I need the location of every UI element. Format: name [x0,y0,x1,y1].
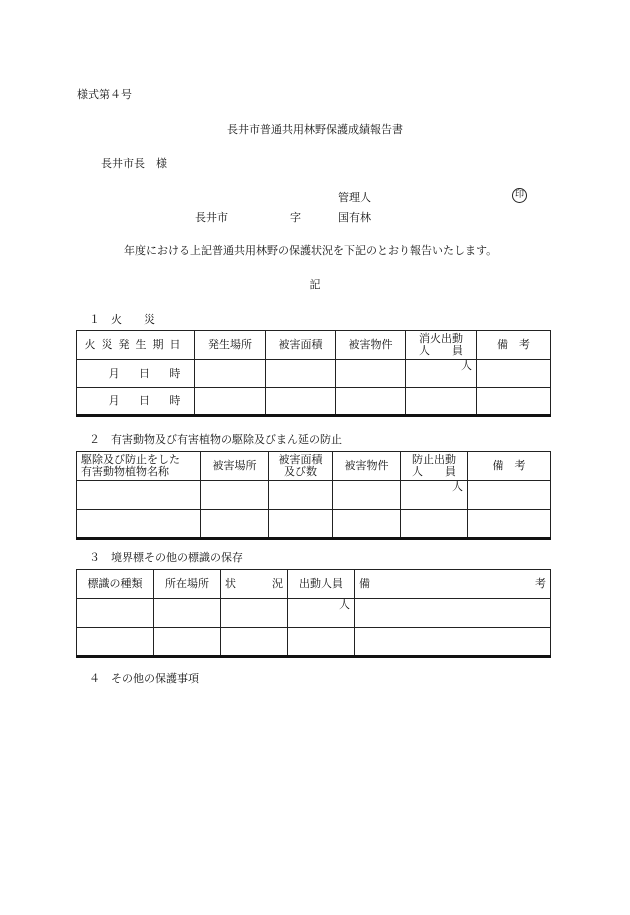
note-cell[interactable] [468,510,551,539]
unit-label: 人 [452,480,463,493]
section3-heading: ３ 境界標その他の標識の保存 [89,551,243,564]
location-forest: 国有林 [338,211,371,224]
staff-cell[interactable] [406,388,477,416]
area-cell[interactable] [269,510,333,539]
location-city: 長井市 [195,211,228,224]
note-cell[interactable] [477,388,551,416]
header-item: 被害物件 [336,331,406,360]
name-cell[interactable] [77,510,201,539]
header-place: 被害場所 [201,452,269,481]
section1-heading: １ 火 災 [89,313,155,326]
staff-cell[interactable] [401,510,468,539]
form-number: 様式第４号 [77,88,132,101]
header-staff: 消火出動 人 員 [406,331,477,360]
header-place: 所在場所 [154,570,221,599]
area-cell[interactable] [266,360,336,388]
staff-cell[interactable] [288,628,355,657]
seal-icon: 印 [512,188,527,203]
area-cell[interactable] [266,388,336,416]
area-cell[interactable] [269,481,333,510]
place-cell[interactable] [201,481,269,510]
status-cell[interactable] [221,628,288,657]
header-status: 状 況 [221,570,288,599]
header-staff: 防止出動 人 員 [401,452,468,481]
marker-table [76,569,551,658]
header-area: 被害面積 [266,331,336,360]
note-cell[interactable] [355,628,551,657]
section4-heading: ４ その他の保護事項 [89,672,199,685]
addressee: 長井市長 様 [101,157,167,170]
header-note: 備 考 [477,331,551,360]
date-cell[interactable]: 月 日 時 [77,360,195,388]
item-cell[interactable] [333,481,401,510]
place-cell[interactable] [154,628,221,657]
place-cell[interactable] [195,360,266,388]
status-cell[interactable] [221,599,288,628]
header-place: 発生場所 [195,331,266,360]
intro-text: 年度における上記普通共用林野の保護状況を下記のとおり報告いたします。 [124,244,498,257]
name-cell[interactable] [77,481,201,510]
item-cell[interactable] [336,388,406,416]
unit-label: 人 [461,359,472,372]
date-cell[interactable]: 月 日 時 [77,388,195,416]
staff-cell[interactable] [406,360,477,388]
seal-mark [512,187,527,203]
place-cell[interactable] [201,510,269,539]
type-cell[interactable] [77,599,154,628]
note-cell[interactable] [477,360,551,388]
document-title: 長井市普通共用林野保護成績報告書 [227,123,403,136]
place-cell[interactable] [154,599,221,628]
header-area-count: 被害面積 及び数 [269,452,333,481]
header-note: 備 考 [355,570,551,599]
manager-label: 管理人 [338,191,371,204]
unit-label: 人 [339,598,350,611]
header-note: 備 考 [468,452,551,481]
fire-table [76,330,551,417]
header-item: 被害物件 [333,452,401,481]
staff-cell[interactable] [401,481,468,510]
ki-label: 記 [309,278,321,291]
note-cell[interactable] [355,599,551,628]
pest-table [76,451,551,540]
header-fire-date: 火災発生期日 [77,331,195,360]
section2-heading: ２ 有害動物及び有害植物の駆除及びまん延の防止 [89,433,342,446]
place-cell[interactable] [195,388,266,416]
item-cell[interactable] [336,360,406,388]
header-marker-type: 標識の種類 [77,570,154,599]
note-cell[interactable] [468,481,551,510]
header-staff: 出動人員 [288,570,355,599]
location-aza: 字 [290,211,301,224]
header-pest-name: 駆除及び防止をした 有害動物植物名称 [77,452,201,481]
staff-cell[interactable] [288,599,355,628]
item-cell[interactable] [333,510,401,539]
type-cell[interactable] [77,628,154,657]
